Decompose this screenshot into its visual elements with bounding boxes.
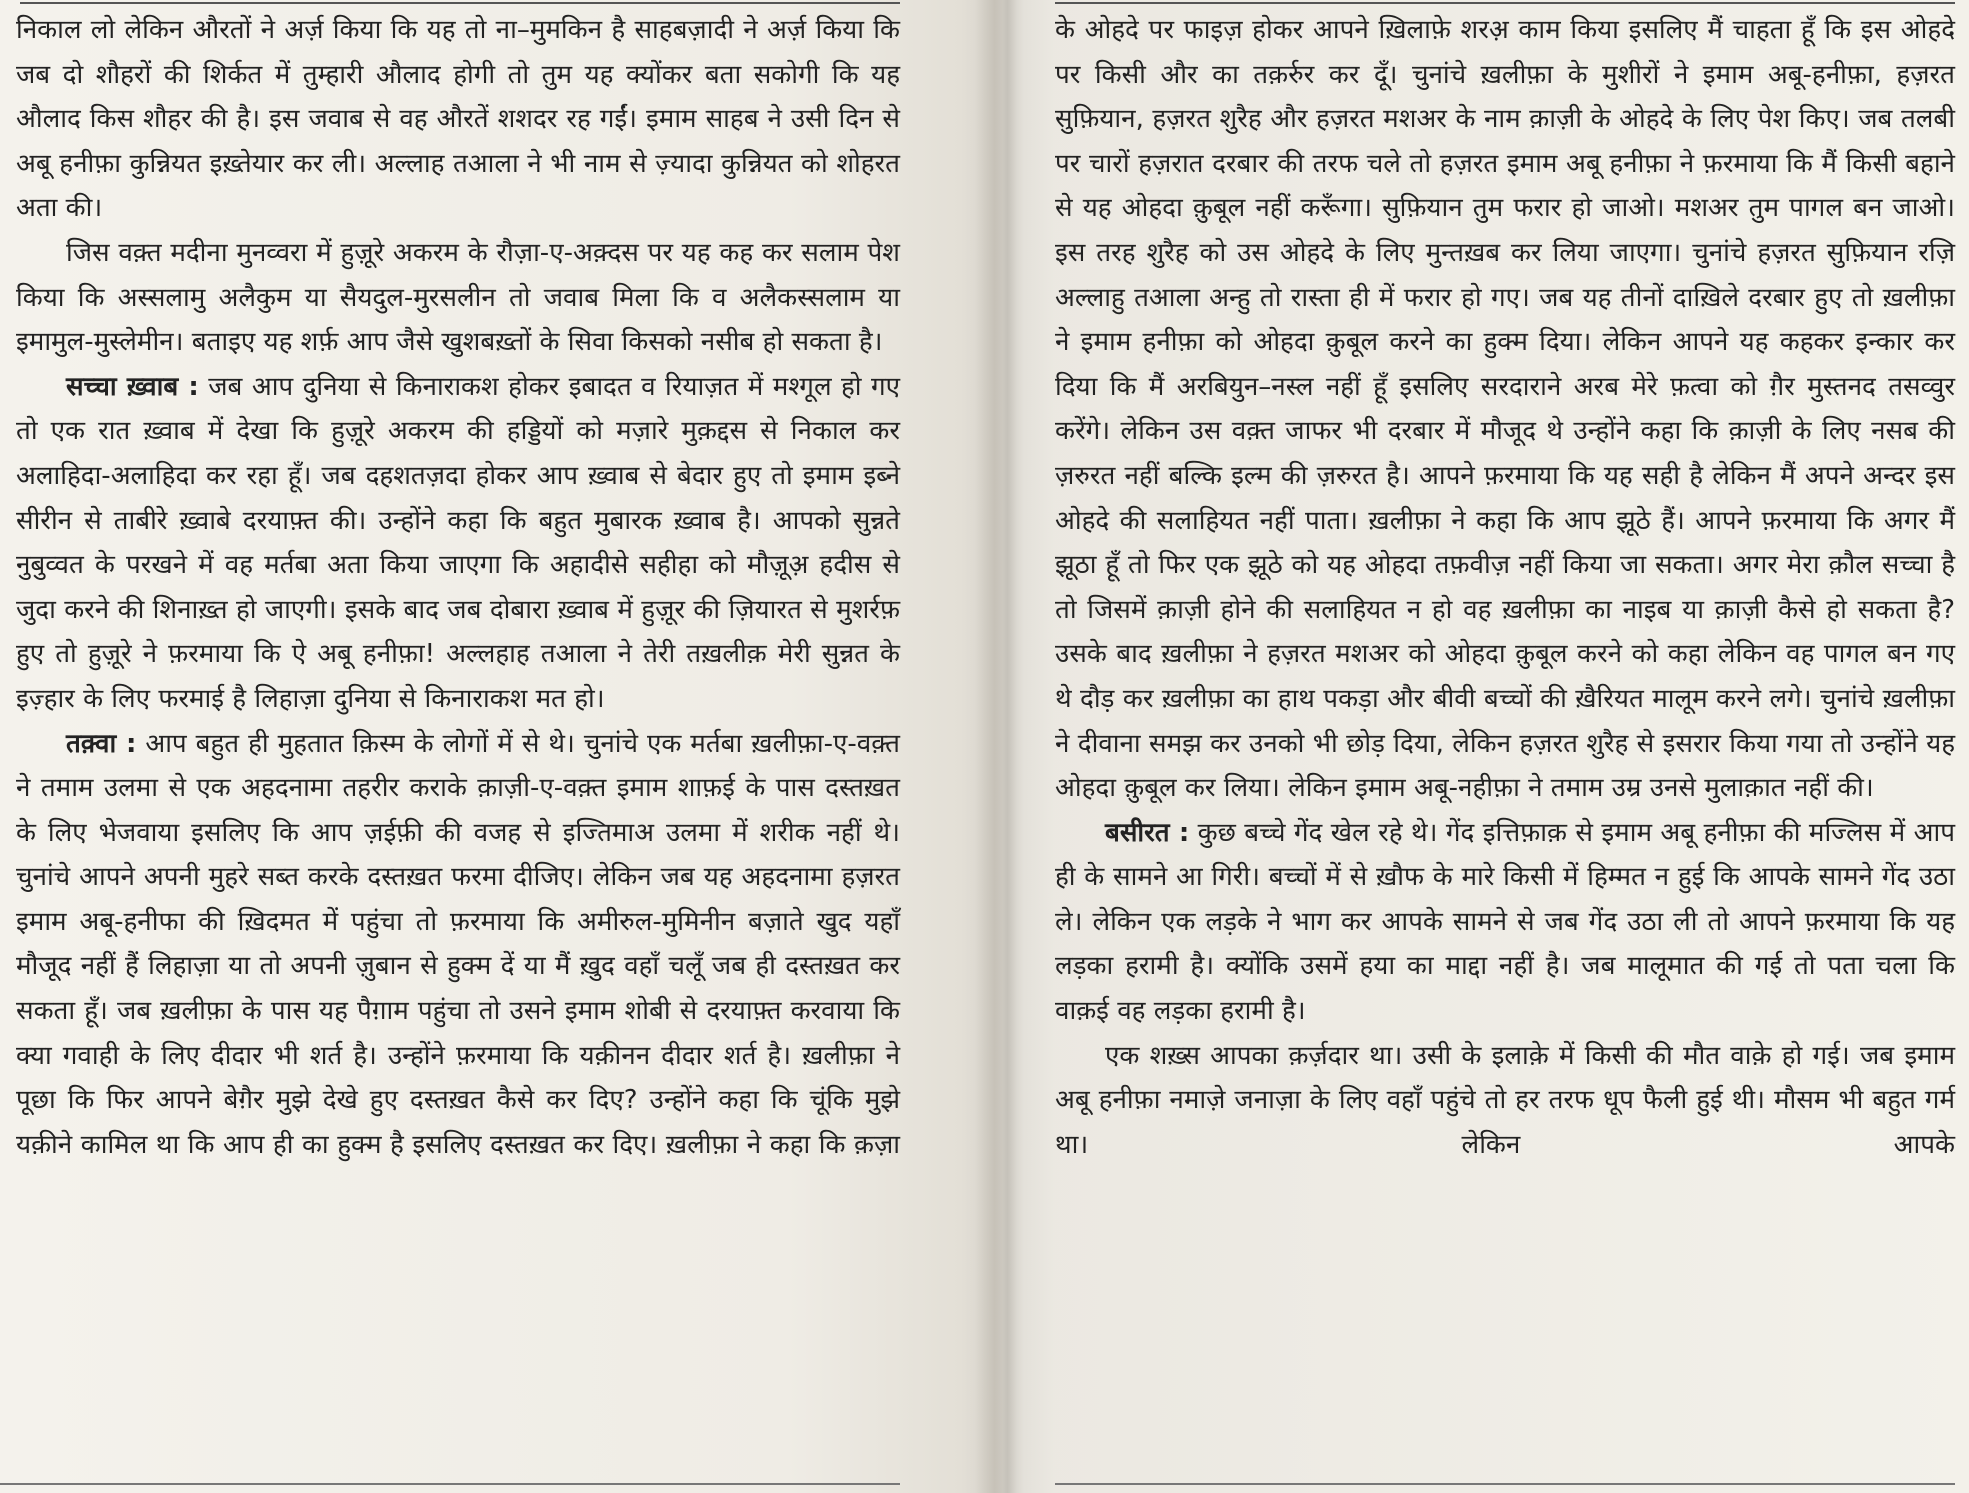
left-page-bottom-rule bbox=[0, 1483, 900, 1485]
right-paragraph-1 bbox=[1055, 8, 1955, 811]
left-page-top-rule bbox=[20, 2, 900, 4]
section-heading-basirat: बसीरत : bbox=[1105, 817, 1190, 848]
left-paragraph-3 bbox=[16, 365, 900, 722]
right-page-top-rule bbox=[1055, 2, 1955, 4]
right-paragraph-2-text: कुछ बच्चे गेंद खेल रहे थे। गेंद इत्तिफ़ाक़ से इमाम अबू हनीफ़ा की मज्लिस में आप ही के सामने आ गिरी। बच्चों में से ख़ौफ के मारे किसी में हिम्मत न हुई कि आपके सामने गेंद उठा ले। लेकिन एक लड़के ने भाग कर आपके सामने से जब गेंद उठा ली तो आपने फ़रमाया कि यह लड़का हरामी है। क्योंकि उसमें हया का माद्दा नहीं है। जब मालूमात की गई तो पता चला कि वाक़ई वह लड़का हरामी है। bbox=[1055, 817, 1956, 1027]
right-paragraph-3 bbox=[1055, 1034, 1955, 1168]
left-paragraph-2-text: जिस वक़्त मदीना मुनव्वरा में हुज़ूरे अकरम के रौज़ा-ए-अक़्दस पर यह कह कर सलाम पेश किया कि अस्सलामु अलैकुम या सैयदुल-मुरसलीन तो जवाब मिला कि व अलैकस्सलाम या इमामुल-मुस्लेमीन। बताइए यह शर्फ़ आप जैसे खुशबख़्तों के सिवा किसको नसीब हो सकता है। bbox=[16, 237, 900, 358]
book-gutter bbox=[960, 0, 1055, 1493]
right-page bbox=[1055, 0, 1969, 1493]
right-paragraph-1-text: के ओहदे पर फाइज़ होकर आपने ख़िलाफ़े शरअ़ काम किया इसलिए मैं चाहता हूँ कि इस ओहदे पर किसी और का तक़र्रुर कर दूँ। चुनांचे ख़लीफ़ा के मुशीरों ने इमाम अबू-हनीफ़ा, हज़रत सुफ़ियान, हज़रत शुरैह और हज़रत मशअर के नाम क़ाज़ी के ओहदे के लिए पेश किए। जब तलबी पर चारों हज़रात दरबार की तरफ चले तो हज़रत इमाम अबू हनीफ़ा ने फ़रमाया कि मैं किसी बहाने से यह ओहदा क़ुबूल नहीं करूँगा। सुफ़ियान तुम फरार हो जाओ। मशअर तुम पागल बन जाओ। इस तरह शुरैह को उस ओहदे के लिए मुन्तख़ब कर लिया जाएगा। चुनांचे हज़रत सुफ़ियान रज़ि अल्लाहु तआला अन्हु तो रास्ता ही में फरार हो गए। जब यह तीनों दाख़िले दरबार हुए तो ख़लीफ़ा ने इमाम हनीफ़ा को ओहदा क़ुबूल करने का हुक्म दिया। लेकिन आपने यह कहकर इन्कार कर दिया कि मैं अरबियुन–नस्ल नहीं हूँ इसलिए सरदाराने अरब मेरे फ़त्वा को ग़ैर मुस्तनद तसव्वुर करेंगे। लेकिन उस वक़्त जाफर भी दरबार में मौजूद थे उन्होंने कहा कि क़ाज़ी के लिए नसब की ज़रुरत नहीं बल्कि इल्म की ज़रुरत है। आपने फ़रमाया कि यह सही है लेकिन मैं अपने अन्दर इस ओहदे की सलाहियत नहीं पाता। ख़लीफ़ा ने कहा कि आप झूठे हैं। आपने फ़रमाया कि अगर मैं झूठा हूँ तो फिर एक झूठे को यह ओहदा तफ़वीज़ नहीं किया जा सकता। अगर मेरा क़ौल सच्चा है तो जिसमें क़ाज़ी होने की सलाहियत न हो वह ख़लीफ़ा का नाइब या क़ाज़ी कैसे हो सकता है? उसके बाद ख़लीफ़ा ने हज़रत मशअर को ओहदा क़ुबूल करने को कहा लेकिन वह पागल बन गए थे दौड़ कर ख़लीफ़ा का हाथ पकड़ा और बीवी बच्चों की ख़ैरियत मालूम करने लगे। चुनांचे ख़लीफ़ा ने दीवाना समझ कर उनको भी छोड़ दिया, लेकिन हज़रत शुरैह से इसरार किया गया तो उन्होंने यह ओहदा क़ुबूल कर लिया। लेकिन इमाम अबू-नहीफ़ा ने तमाम उम्र उनसे मुलाक़ात नहीं की। bbox=[1055, 15, 1955, 804]
left-paragraph-4-text: आप बहुत ही मुहतात क़िस्म के लोगों में से थे। चुनांचे एक मर्तबा ख़लीफ़ा-ए-वक़्त ने तमाम उलमा से एक अहदनामा तहरीर कराके क़ाज़ी-ए-वक़्त इमाम शाफ़ई के पास दस्तख़त के लिए भेजवाया इसलिए कि आप ज़ईफ़ी की वजह से इज्तिमाअ उलमा में शरीक नहीं थे। चुनांचे आपने अपनी मुहरे सब्त करके दस्तख़त फरमा दीजिए। लेकिन जब यह अहदनामा हज़रत इमाम अबू-हनीफा की ख़िदमत में पहुंचा तो फ़रमाया कि अमीरुल-मुमिनीन बज़ाते खुद यहाँ मौजूद नहीं हैं लिहाज़ा या तो अपनी ज़ुबान से हुक्म दें या मैं ख़ुद वहाँ चलूँ जब ही दस्तख़त कर सकता हूँ। जब ख़लीफ़ा के पास यह पैग़ाम पहुंचा तो उसने इमाम शोबी से दरयाफ़्त करवाया कि क्या गवाही के लिए दीदार भी शर्त है। उन्होंने फ़रमाया कि यक़ीनन दीदार शर्त है। ख़लीफ़ा ने पूछा कि फिर आपने बेग़ैर मुझे देखे हुए दस्तख़त कैसे कर दिए? उन्होंने कहा कि चूंकि मुझे यक़ीने कामिल था कि आप ही का हुक्म है इसलिए दस्तख़त कर दिए। ख़लीफ़ा ने कहा कि क़ज़ा bbox=[16, 728, 900, 1160]
left-page-text bbox=[16, 8, 900, 1167]
right-paragraph-2 bbox=[1055, 811, 1955, 1034]
left-paragraph-3-text: जब आप दुनिया से किनाराकश होकर इबादत व रियाज़त में मश्गूल हो गए तो एक रात ख़्वाब में देखा कि हुज़ूरे अकरम की हड्डियों को मज़ारे मुक़द्दस से निकाल कर अलाहिदा-अलाहिदा कर रहा हूँ। जब दहशतज़दा होकर आप ख़्वाब से बेदार हुए तो इमाम इब्ने सीरीन से ताबीरे ख़्वाबे दरयाफ़्त की। उन्होंने कहा कि बहुत मुबारक ख़्वाब है। आपको सुन्नते नुबुव्वत के परखने में वह मर्तबा अता किया जाएगा कि अहादीसे सहीहा को मौज़ूअ़ हदीस से जुदा करने की शिनाख़्त हो जाएगी। इसके बाद जब दोबारा ख़्वाब में हुज़ूर की ज़ियारत से मुशर्रफ़ हुए तो हुज़ूरे ने फ़रमाया कि ऐ अबू हनीफ़ा! अल्लहाह तआला ने तेरी तख़लीक़ मेरी सुन्नत के इज़्हार के लिए फरमाई है लिहाज़ा दुनिया से किनाराकश मत हो। bbox=[16, 371, 900, 714]
section-heading-sachcha-khwab: सच्चा ख़्वाब : bbox=[66, 371, 199, 402]
left-paragraph-1 bbox=[16, 8, 900, 231]
section-heading-taqwa: तक़्वा : bbox=[66, 728, 137, 759]
right-paragraph-3-text: एक शख़्स आपका क़र्ज़दार था। उसी के इलाक़े में किसी की मौत वाक़े हो गई। जब इमाम अबू हनीफ़ा नमाज़े जनाज़ा के लिए वहाँ पहुंचे तो हर तरफ धूप फैली हुई थी। मौसम भी बहुत गर्म था। लेकिन आपके bbox=[1055, 1040, 1955, 1160]
right-page-bottom-rule bbox=[1055, 1483, 1955, 1485]
right-page-text bbox=[1055, 8, 1955, 1167]
left-page bbox=[0, 0, 960, 1493]
left-paragraph-1-text: निकाल लो लेकिन औरतों ने अर्ज़ किया कि यह तो ना–मुमकिन है साहबज़ादी ने अर्ज़ किया कि जब दो शौहरों की शिर्कत में तुम्हारी औलाद होगी तो तुम यह क्योंकर बता सकोगी कि यह औलाद किस शौहर की है। इस जवाब से वह औरतें शशदर रह गईं। इमाम साहब ने उसी दिन से अबू हनीफ़ा कुन्नियत इख़्तेयार कर ली। अल्लाह तआला ने भी नाम से ज़्यादा कुन्नियत को शोहरत अता की। bbox=[16, 15, 900, 224]
left-paragraph-4 bbox=[16, 722, 900, 1168]
left-paragraph-2 bbox=[16, 231, 900, 365]
